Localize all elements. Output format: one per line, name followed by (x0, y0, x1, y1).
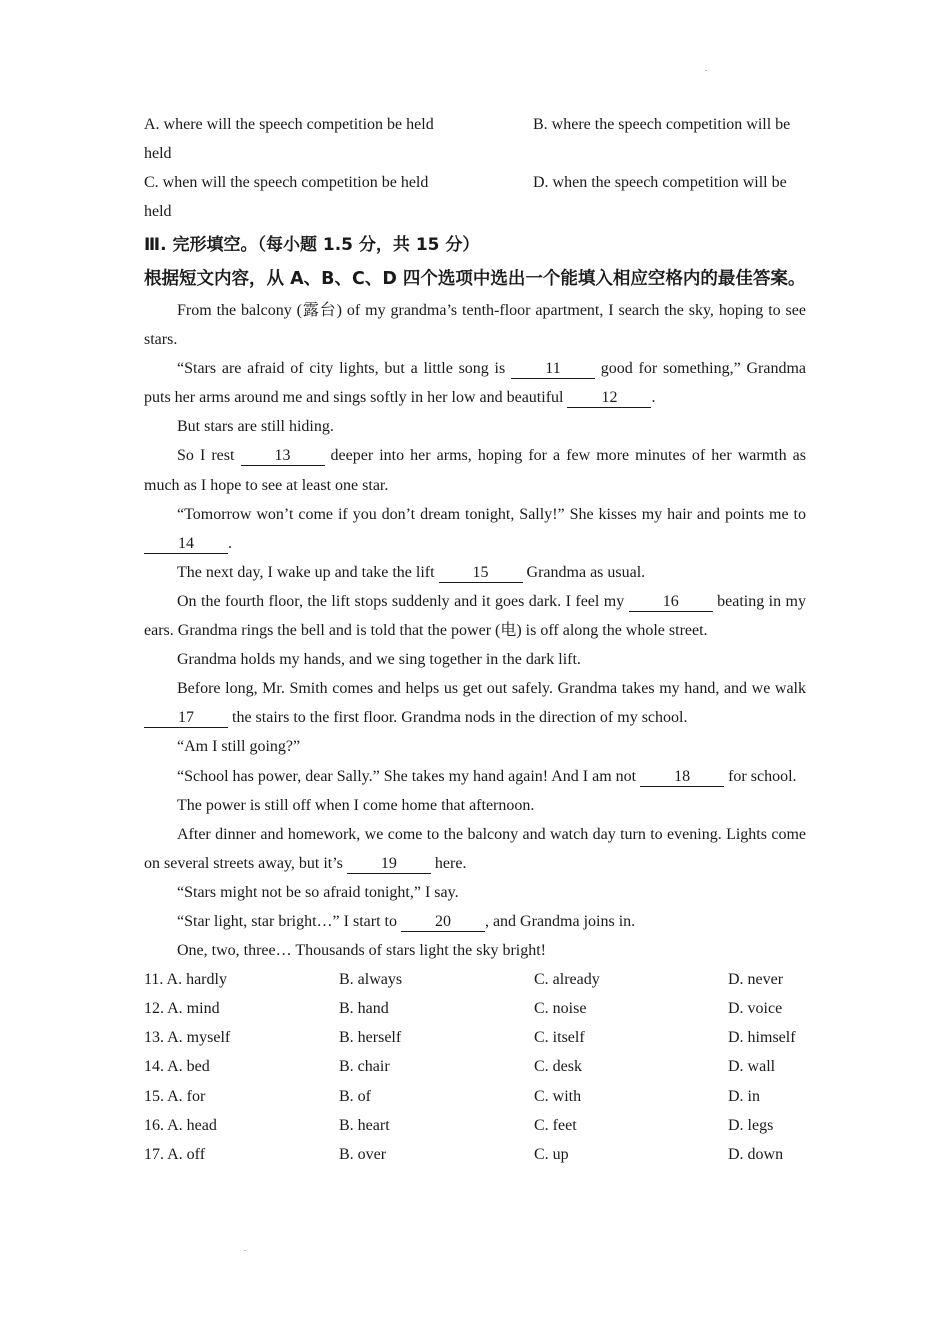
option-c: C. noise (534, 1000, 587, 1018)
blank-12: 12 (567, 389, 651, 408)
option-b: B. heart (339, 1116, 390, 1134)
paragraph-text: One, two, three… Thousands of stars light the sky bright! (177, 942, 546, 960)
passage-paragraph (144, 296, 806, 354)
passage-paragraph (144, 936, 806, 965)
options-row-14 (144, 1052, 806, 1081)
paragraph-text: But stars are still hiding. (177, 418, 334, 436)
options-row-13 (144, 1023, 806, 1052)
passage-paragraph (144, 820, 806, 878)
options-row-17 (144, 1140, 806, 1169)
option-b: B. herself (339, 1029, 402, 1047)
option-b: B. always (339, 971, 403, 989)
option-a: 13. A. myself (144, 1029, 231, 1047)
option-c: C. desk (534, 1058, 582, 1076)
options-row-15 (144, 1082, 806, 1111)
options-row-11 (144, 965, 806, 994)
paragraph-text: “Tomorrow won’t come if you don’t dream tonight, Sally!” She kisses my hair and points me to (177, 505, 806, 523)
paragraph-text: good for something,” Grandma puts her arms around me and sings softly in her low and beautiful (144, 360, 807, 407)
passage-paragraph (144, 354, 806, 412)
section-instruction: 根据短文内容，从 A、B、C、D 四个选项中选出一个能填入相应空格内的最佳答案。 (144, 269, 806, 289)
blank-20: 20 (401, 913, 485, 932)
passage-paragraph (144, 674, 806, 732)
blank-15: 15 (439, 564, 523, 583)
passage-paragraph (144, 587, 806, 645)
paragraph-text: . (651, 389, 656, 407)
q10-option-b: B. where the speech competition will be (533, 116, 791, 133)
paragraph-text: Before long, Mr. Smith comes and helps us get out safely. Grandma takes my hand, and we walk (177, 680, 806, 698)
option-c: C. feet (534, 1116, 577, 1134)
cloze-passage (144, 296, 806, 965)
passage-paragraph (144, 878, 806, 907)
option-d: D. wall (728, 1058, 776, 1076)
blank-13: 13 (241, 447, 325, 466)
q10-option-c: C. when will the speech competition be held (144, 174, 429, 191)
paragraph-text: , and Grandma joins in. (484, 912, 636, 930)
options-row-12 (144, 994, 806, 1023)
paragraph-text: “School has power, dear Sally.” She takes my hand again! And I am not (177, 767, 641, 785)
paragraph-text: Grandma holds my hands, and we sing together in the dark lift. (177, 651, 581, 669)
scan-speck (705, 70, 707, 71)
paragraph-text: After dinner and homework, we come to the balcony and watch day turn to evening. Lights come on several streets away, but it’s (144, 825, 806, 872)
passage-paragraph (144, 762, 806, 791)
option-a: 12. A. mind (144, 1000, 220, 1018)
passage-paragraph (144, 645, 806, 674)
paragraph-text: On the fourth floor, the lift stops suddenly and it goes dark. I feel my (177, 592, 629, 610)
paragraph-text: From the balcony (露台) of my grandma’s tenth-floor apartment, I search the sky, hoping to see stars. (144, 302, 806, 349)
paragraph-text: deeper into her arms, hoping for a few more minutes of her warmth as much as I hope to see at least one star. (144, 447, 807, 494)
q10-option-d-wrap: held (144, 203, 172, 220)
passage-paragraph (144, 558, 806, 587)
scan-speck (244, 1250, 246, 1251)
exam-page (144, 110, 806, 1169)
option-a: 11. A. hardly (144, 971, 227, 989)
option-b: B. over (339, 1145, 387, 1163)
option-b: B. hand (339, 1000, 389, 1018)
paragraph-text: “Stars might not be so afraid tonight,” I say. (177, 883, 459, 901)
paragraph-text: The power is still off when I come home that afternoon. (177, 796, 535, 814)
option-c: C. itself (534, 1029, 585, 1047)
option-a: 17. A. off (144, 1145, 206, 1163)
option-d: D. in (728, 1087, 760, 1105)
passage-paragraph (144, 732, 806, 761)
option-a: 16. A. head (144, 1116, 217, 1134)
option-b: B. chair (339, 1058, 390, 1076)
paragraph-text: So I rest (177, 447, 241, 465)
passage-paragraph (144, 907, 806, 936)
paragraph-text: The next day, I wake up and take the lift (177, 563, 439, 581)
option-a: 14. A. bed (144, 1058, 210, 1076)
q10-option-a: A. where will the speech competition be held (144, 116, 434, 133)
option-d: D. never (728, 971, 784, 989)
option-d: D. himself (728, 1029, 796, 1047)
option-b: B. of (339, 1087, 371, 1105)
passage-paragraph (144, 412, 806, 441)
q10-option-b-wrap: held (144, 145, 172, 162)
section-title: Ⅲ. 完形填空。（每小题 1.5 分，共 15 分） (144, 235, 480, 255)
blank-18: 18 (640, 768, 724, 787)
option-c: C. up (534, 1145, 569, 1163)
option-a: 15. A. for (144, 1087, 206, 1105)
blank-19: 19 (347, 855, 431, 874)
paragraph-text: for school. (724, 767, 797, 785)
passage-paragraph (144, 441, 806, 499)
passage-paragraph (144, 791, 806, 820)
paragraph-text: here. (430, 854, 467, 872)
paragraph-text: “Star light, star bright…” I start to (177, 912, 401, 930)
blank-17: 17 (144, 709, 228, 728)
option-d: D. voice (728, 1000, 783, 1018)
option-c: C. with (534, 1087, 582, 1105)
options-row-16 (144, 1111, 806, 1140)
answer-options (144, 965, 806, 1169)
blank-14: 14 (144, 535, 228, 554)
paragraph-text: “Am I still going?” (177, 738, 301, 756)
blank-16: 16 (629, 593, 713, 612)
paragraph-text: “Stars are afraid of city lights, but a little song is (177, 360, 511, 378)
paragraph-text: . (228, 534, 232, 552)
option-d: D. down (728, 1145, 784, 1163)
paragraph-text: beating in my ears. Grandma rings the bell and is told that the power (电) is off along the whole street. (144, 592, 807, 640)
q10-options (144, 110, 806, 226)
option-d: D. legs (728, 1116, 774, 1134)
paragraph-text: Grandma as usual. (522, 563, 646, 581)
paragraph-text: the stairs to the first floor. Grandma nods in the direction of my school. (228, 709, 688, 727)
option-c: C. already (534, 971, 600, 989)
passage-paragraph (144, 500, 806, 558)
q10-option-d: D. when the speech competition will be (533, 174, 787, 191)
blank-11: 11 (511, 360, 595, 379)
